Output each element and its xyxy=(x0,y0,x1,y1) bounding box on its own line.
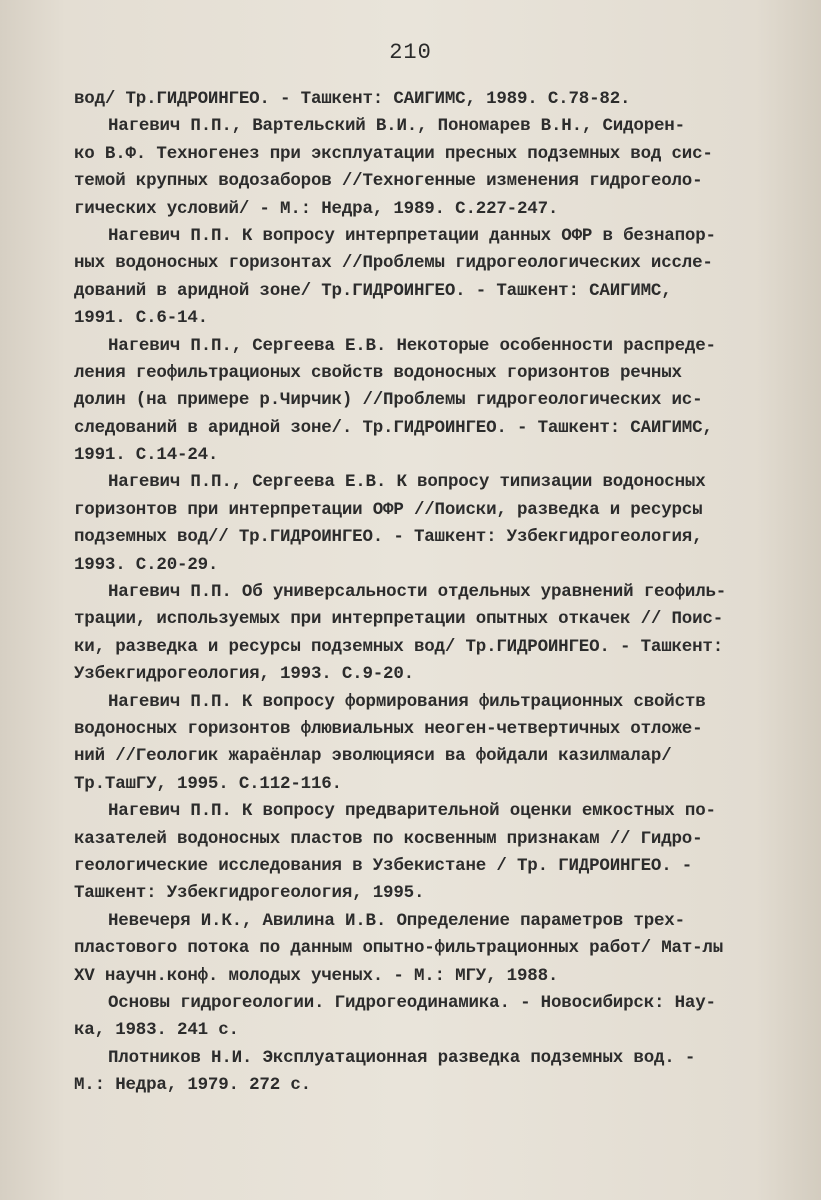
entry-line: Нагевич П.П. К вопросу предварительной оценки емкостных по- xyxy=(108,801,716,822)
entry-line: водоносных горизонтов флювиальных неоген-четвертичных отложе- xyxy=(74,718,703,739)
entry-line: ки, разведка и ресурсы подземных вод/ Тр.ГИДРОИНГЕО. - Ташкент: xyxy=(74,636,724,657)
bibliography-entry xyxy=(74,689,734,799)
bibliography-entry xyxy=(74,1045,734,1100)
entry-line: ка, 1983. 241 с. xyxy=(74,1020,239,1041)
entry-line: долин (на примере р.Чирчик) //Проблемы гидрогеологических ис- xyxy=(74,390,703,411)
bibliography-entry xyxy=(74,86,734,113)
entry-line: М.: Недра, 1979. 272 с. xyxy=(74,1075,311,1096)
bibliography-entry xyxy=(74,113,734,223)
entry-line: Ташкент: Узбекгидрогеология, 1995. xyxy=(74,883,425,904)
bibliography-entry xyxy=(74,990,734,1045)
bibliography-entry xyxy=(74,333,734,470)
entry-line: ления геофильтрационых свойств водоносных горизонтов речных xyxy=(74,362,682,383)
entry-line: геологические исследования в Узбекистане / Тр. ГИДРОИНГЕО. - xyxy=(74,855,693,876)
entry-line: подземных вод// Тр.ГИДРОИНГЕО. - Ташкент: Узбекгидрогеология, xyxy=(74,527,703,548)
entry-line: XV научн.конф. молодых ученых. - М.: МГУ, 1988. xyxy=(74,965,559,986)
bibliography-entry xyxy=(74,798,734,908)
entry-line: Тр.ТашГУ, 1995. С.112-116. xyxy=(74,773,342,794)
entry-line: трации, используемых при интерпретации опытных откачек // Поис- xyxy=(74,609,724,630)
page-number: 210 xyxy=(389,40,432,65)
bibliography-entry xyxy=(74,469,734,579)
entry-line: Нагевич П.П. К вопросу интерпретации данных ОФР в безнапор- xyxy=(108,225,716,246)
entry-line: ко В.Ф. Техногенез при эксплуатации пресных подземных вод сис- xyxy=(74,143,713,164)
entry-line: темой крупных водозаборов //Техногенные изменения гидрогеоло- xyxy=(74,171,703,192)
entry-line: Плотников Н.И. Эксплуатационная разведка подземных вод. - xyxy=(108,1047,696,1068)
entry-line: Нагевич П.П. Об универсальности отдельных уравнений геофиль- xyxy=(108,582,727,603)
entry-line: 1991. С.6-14. xyxy=(74,308,208,329)
entry-line: ных водоносных горизонтах //Проблемы гидрогеологических иссле- xyxy=(74,253,713,274)
entry-line: гических условий/ - М.: Недра, 1989. С.227-247. xyxy=(74,198,559,219)
entry-line: вод/ Тр.ГИДРОИНГЕО. - Ташкент: САИГИМС, 1989. С.78-82. xyxy=(74,89,631,109)
entry-line: 1991. С.14-24. xyxy=(74,445,219,466)
bibliography-entry xyxy=(74,579,734,689)
entry-line: горизонтов при интерпретации ОФР //Поиски, разведка и ресурсы xyxy=(74,499,703,520)
entry-line: 1993. С.20-29. xyxy=(74,554,219,575)
entry-line: Нагевич П.П. К вопросу формирования фильтрационных свойств xyxy=(108,691,706,712)
entry-line: Нагевич П.П., Вартельский В.И., Пономарев В.Н., Сидорен- xyxy=(108,116,685,137)
entry-line: казателей водоносных пластов по косвенным признакам // Гидро- xyxy=(74,828,703,849)
entry-line: Узбекгидрогеология, 1993. С.9-20. xyxy=(74,664,414,685)
entry-line: пластового потока по данным опытно-фильтрационных работ/ Мат-лы xyxy=(74,938,724,959)
entry-line: Нагевич П.П., Сергеева Е.В. Некоторые особенности распреде- xyxy=(108,335,716,356)
entry-line: Основы гидрогеологии. Гидрогеодинамика. - Новосибирск: Нау- xyxy=(108,992,716,1013)
bibliography-entry xyxy=(74,223,734,333)
bibliography-entry xyxy=(74,908,734,990)
entry-line: дований в аридной зоне/ Тр.ГИДРОИНГЕО. - Ташкент: САИГИМС, xyxy=(74,280,672,301)
entry-line: ний //Геологик жараёнлар эволюцияси ва фойдали казилмалар/ xyxy=(74,746,672,767)
entry-line: следований в аридной зоне/. Тр.ГИДРОИНГЕО. - Ташкент: САИГИМС, xyxy=(74,417,713,438)
bibliography-list xyxy=(74,86,734,1099)
entry-line: Невечеря И.К., Авилина И.В. Определение параметров трех- xyxy=(108,910,685,931)
entry-line: Нагевич П.П., Сергеева Е.В. К вопросу типизации водоносных xyxy=(108,472,706,493)
